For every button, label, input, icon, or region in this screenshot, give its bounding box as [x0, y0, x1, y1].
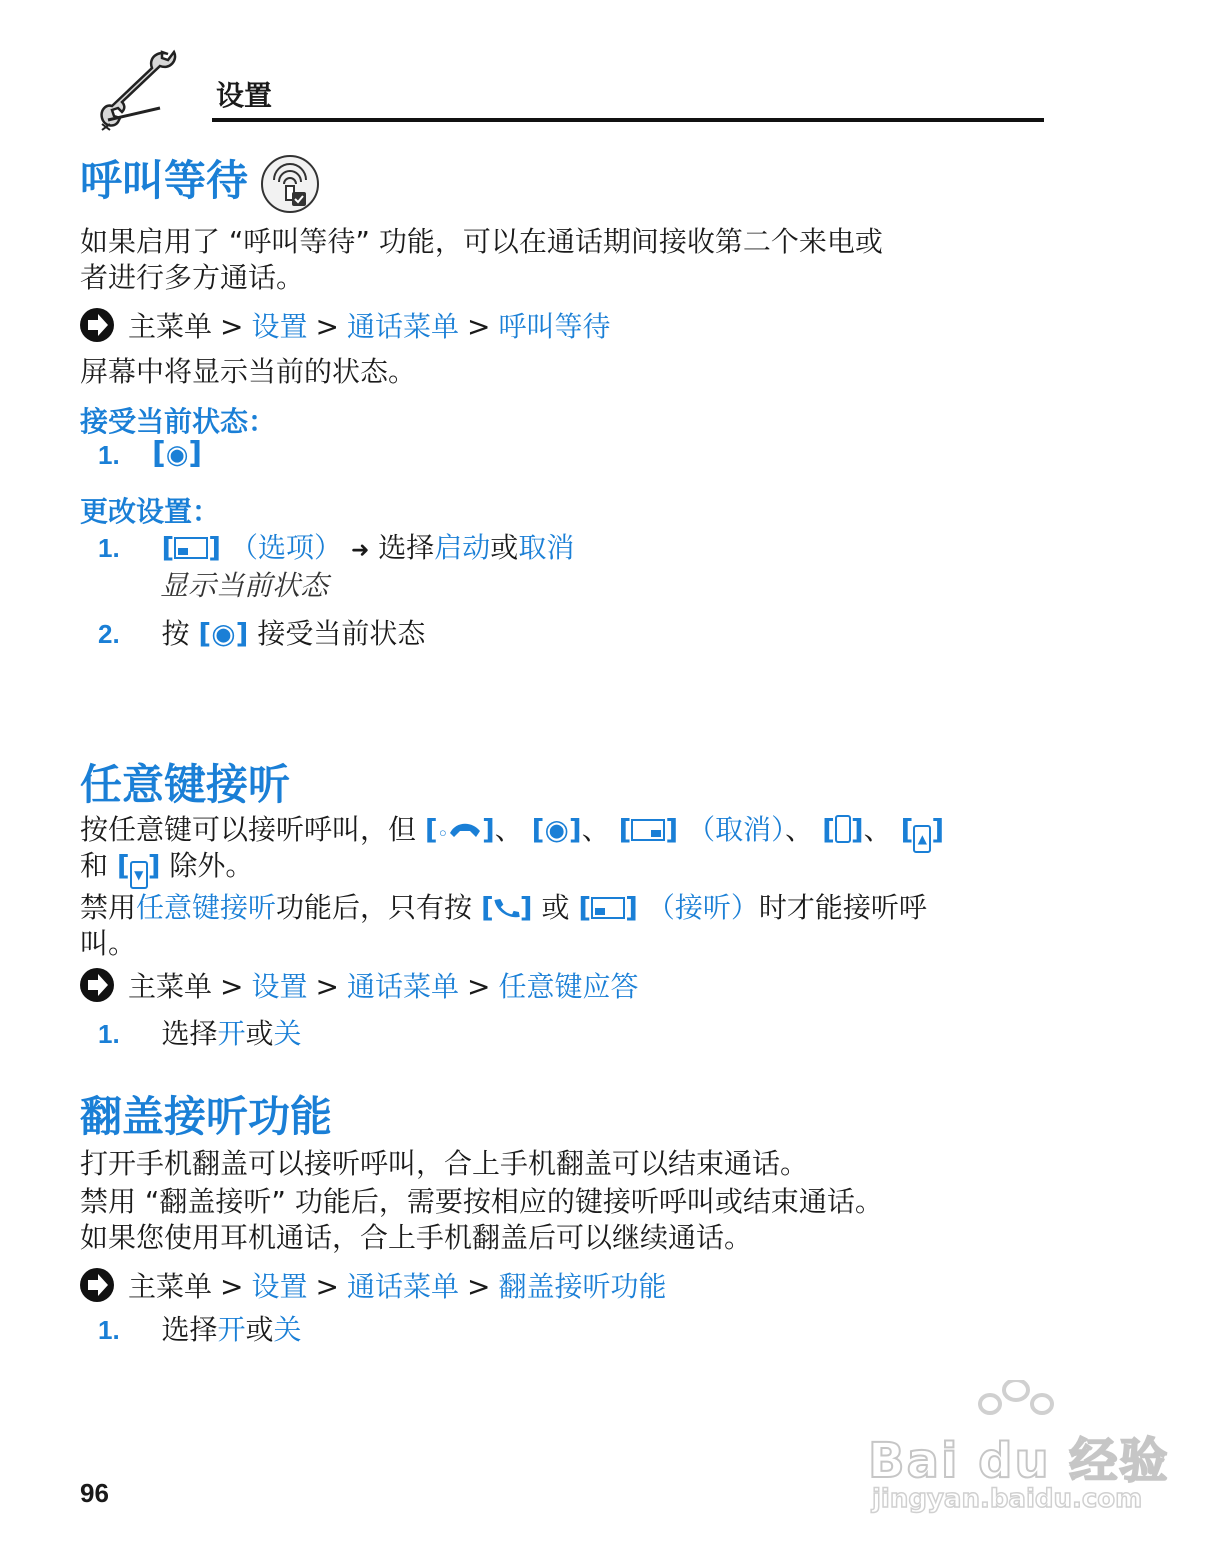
watermark-url: jingyan.baidu.com	[872, 1484, 1143, 1514]
option-on[interactable]: 开	[217, 1313, 246, 1346]
any-key-line-1: 按任意键可以接听呼叫，但 [◦ ]、 [◉]、 [ ] （取消）、 [ ]、 [ ▲ ]	[80, 812, 944, 853]
intro-line-1: 如果启用了 “呼叫等待” 功能，可以在通话期间接收第二个来电或	[80, 225, 883, 258]
any-key-line-4: 叫。	[80, 927, 137, 960]
left-softkey-icon: [ ]	[578, 891, 638, 924]
change-step-2	[98, 616, 425, 652]
step-number: 2.	[98, 619, 120, 649]
text: 功能后，只有按	[276, 891, 473, 924]
menu-path-flip-answer: 主菜单 > 设置 > 通话菜单 > 翻盖接听功能	[80, 1268, 666, 1305]
end-key-icon: [◦ ]	[424, 813, 495, 846]
path-settings[interactable]: 设置	[251, 970, 308, 1003]
or-text: 或	[245, 1313, 274, 1346]
change-heading: 更改设置：	[80, 495, 221, 528]
arrow-right-icon	[80, 308, 114, 342]
option-cancel[interactable]: 取消	[518, 531, 575, 564]
flip-line-3: 如果您使用耳机通话，合上手机翻盖后可以继续通话。	[80, 1221, 753, 1254]
volume-down-key-icon: [ ▼ ]	[117, 849, 161, 882]
menu-path-any-key: 主菜单 > 设置 > 通话菜单 > 任意键应答	[80, 968, 638, 1005]
any-key-line-3	[80, 890, 927, 926]
answer-label: （接听）	[646, 891, 759, 924]
option-off[interactable]: 关	[273, 1017, 302, 1050]
path-root: 主菜单	[128, 310, 213, 343]
text: 和	[80, 849, 109, 882]
path-flip-answer[interactable]: 翻盖接听功能	[498, 1270, 667, 1303]
options-label: （选项）	[230, 531, 343, 564]
step-arrow: ➜	[350, 538, 370, 563]
flip-line-2: 禁用 “翻盖接听” 功能后，需要按相应的键接听呼叫或结束通话。	[80, 1185, 883, 1218]
path-root: 主菜单	[128, 970, 213, 1003]
option-on[interactable]: 开	[217, 1017, 246, 1050]
section-title-any-key: 任意键接听	[80, 760, 291, 809]
or-text: 或	[490, 531, 519, 564]
change-step-1	[98, 530, 574, 569]
watermark-brand: Bai du 经验	[868, 1433, 1170, 1489]
step-1-note: 显示当前状态	[160, 569, 329, 602]
section-title-call-waiting: 呼叫等待	[80, 156, 249, 205]
send-key-icon: [ ]	[480, 891, 533, 924]
any-key-link[interactable]: 任意键接听	[136, 891, 277, 924]
header-title: 设置	[216, 79, 273, 112]
text: 时才能接听呼	[758, 891, 927, 924]
arrow-right-icon	[80, 968, 114, 1002]
select-text: 选择	[161, 1313, 218, 1346]
left-softkey-icon: [ ]	[161, 531, 222, 564]
or-text: 或	[245, 1017, 274, 1050]
press-text: 按	[161, 617, 190, 650]
call-waiting-icon	[260, 154, 320, 214]
accept-text: 接受当前状态	[257, 617, 426, 650]
path-root: 主菜单	[128, 1270, 213, 1303]
cancel-label: （取消）	[687, 813, 786, 846]
baidu-watermark	[868, 1380, 1170, 1530]
page-number: 96	[80, 1478, 109, 1508]
wrench-icon	[98, 48, 180, 134]
center-key-icon: [◉]	[531, 813, 582, 846]
text: 禁用	[80, 891, 137, 924]
volume-up-key-icon: [ ▲ ]	[901, 813, 945, 846]
path-any-key-answer[interactable]: 任意键应答	[498, 970, 639, 1003]
path-call-menu[interactable]: 通话菜单	[346, 970, 459, 1003]
step-number: 1.	[98, 1019, 120, 1049]
status-line: 屏幕中将显示当前的状态。	[80, 355, 417, 388]
any-key-step	[98, 1016, 302, 1052]
flip-line-1: 打开手机翻盖可以接听呼叫，合上手机翻盖可以结束通话。	[80, 1147, 809, 1180]
path-settings[interactable]: 设置	[251, 1270, 308, 1303]
menu-path-call-waiting: 主菜单 > 设置 > 通话菜单 > 呼叫等待	[80, 308, 610, 345]
text: 按任意键可以接听呼叫，但	[80, 813, 417, 846]
accept-step-number: 1.	[98, 440, 120, 470]
section-title-flip-answer: 翻盖接听功能	[80, 1092, 333, 1141]
option-off[interactable]: 关	[273, 1313, 302, 1346]
accept-heading: 接受当前状态：	[80, 405, 277, 438]
option-activate[interactable]: 启动	[434, 531, 491, 564]
path-call-menu[interactable]: 通话菜单	[346, 310, 459, 343]
text: 除外。	[169, 849, 254, 882]
arrow-right-icon	[80, 1268, 114, 1302]
path-call-waiting[interactable]: 呼叫等待	[498, 310, 611, 343]
select-text: 选择	[161, 1017, 218, 1050]
flip-step	[98, 1312, 302, 1348]
select-text: 选择	[378, 531, 435, 564]
side-key-icon: [ ]	[822, 813, 864, 846]
text: 或	[541, 891, 570, 924]
any-key-line-2	[80, 848, 253, 889]
step-number: 1.	[98, 1315, 120, 1345]
intro-line-2: 者进行多方通话。	[80, 261, 305, 294]
path-settings[interactable]: 设置	[251, 310, 308, 343]
step-number: 1.	[98, 533, 120, 563]
right-softkey-icon: [ ]	[618, 813, 679, 846]
header-rule	[212, 118, 1044, 122]
center-key-icon: [◉]	[198, 617, 249, 650]
center-key-icon: [◉]	[152, 436, 203, 471]
path-call-menu[interactable]: 通话菜单	[346, 1270, 459, 1303]
